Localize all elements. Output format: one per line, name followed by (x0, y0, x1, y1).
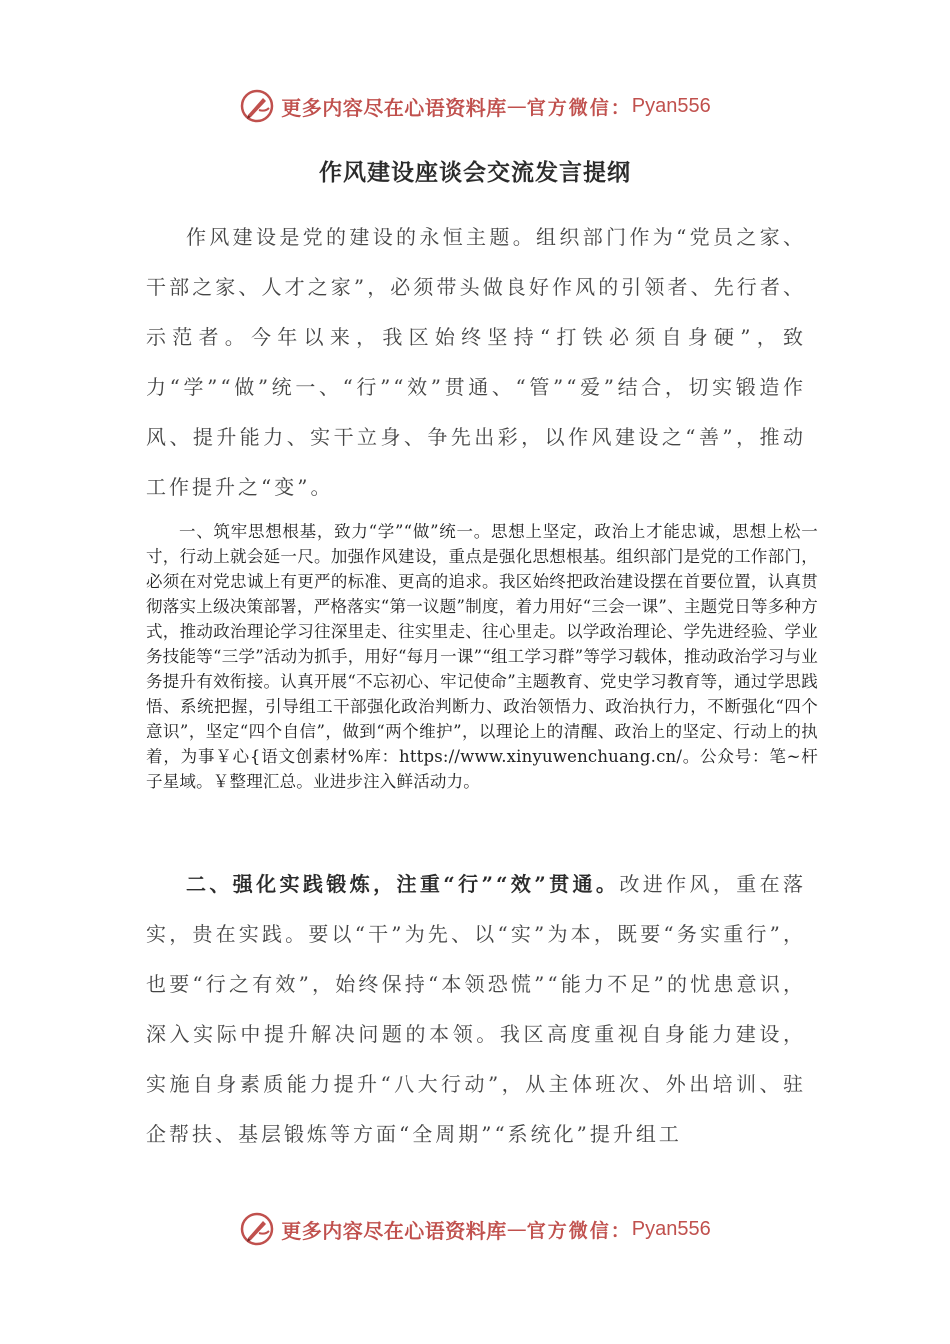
banner-sub-text: 官方微信： (526, 96, 632, 119)
banner-main-text: 更多内容尽在心语资料库 (281, 95, 507, 120)
banner-wechat-id: Pyan556 (631, 94, 711, 117)
section-2-paragraph (146, 859, 806, 1159)
watermark-banner-top (0, 86, 950, 126)
watermark-banner-bottom (0, 1209, 950, 1249)
pen-logo-icon (239, 1211, 275, 1247)
banner-dash: — (506, 94, 527, 118)
banner-sub-text: 官方微信： (526, 1219, 632, 1242)
pen-logo-icon (239, 88, 275, 124)
intro-paragraph: 作风建设是党的建设的永恒主题。组织部门作为“党员之家、干部之家、人才之家”，必须带头做良好作风的引领者、先行者、示范者。今年以来，我区始终坚持“打铁必须自身硬”，致力“学”“做”统一、“行”“效”贯通、“管”“爱”结合，切实锻造作风、提升能力、实干立身、争先出彩，以作风建设之“善”，推动工作提升之“变”。 (146, 225, 806, 499)
section-1-paragraph: 一、筑牢思想根基，致力“学”“做”统一。思想上坚定，政治上才能忠诚，思想上松一寸，行动上就会延一尺。加强作风建设，重点是强化思想根基。组织部门是党的工作部门，必须在对党忠诚上有更严的标准、更高的追求。我区始终把政治建设摆在首要位置，认真贯彻落实上级决策部署，严格落实“第一议题”制度，着力用好“三会一课”、主题党日等多种方式，推动政治理论学习往深里走、往实里走、往心里走。以学政治理论、学先进经验、学业务技能等“三学”活动为抓手，用好“每月一课”“组工学习群”等学习载体，推动政治学习与业务提升有效衔接。认真开展“不忘初心、牢记使命”主题教育、党史学习教育等，通过学思践悟、系统把握，引导组工干部强化政治判断力、政治领悟力、政治执行力，不断强化“四个意识”，坚定“四个自信”，做到“两个维护”，以理论上的清醒、政治上的坚定、行动上的执着，为事￥心{语文创素材%库：https://www.xinyuwenchuang.cn/。公众号：笔~杆子星域。￥整理汇总。业进步注入鲜活动力。 (146, 522, 818, 791)
banner-wechat-id: Pyan556 (631, 1217, 711, 1240)
document-title: 作风建设座谈会交流发言提纲 (319, 159, 631, 186)
section-2-heading: 二、强化实践锻炼，注重“行”“效”贯通。 (186, 872, 620, 896)
banner-dash: — (506, 1217, 527, 1241)
section-2-body: 改进作风，重在落实，贵在实践。要以“干”为先、以“实”为本，既要“务实重行”，也要“行之有效”，始终保持“本领恐慌”“能力不足”的忧患意识，深入实际中提升解决问题的本领。我区高度重视自身能力建设，实施自身素质能力提升“八大行动”，从主体班次、外出培训、驻企帮扶、基层锻炼等方面“全周期”“系统化”提升组工 (146, 872, 807, 1146)
banner-main-text: 更多内容尽在心语资料库 (281, 1218, 507, 1243)
